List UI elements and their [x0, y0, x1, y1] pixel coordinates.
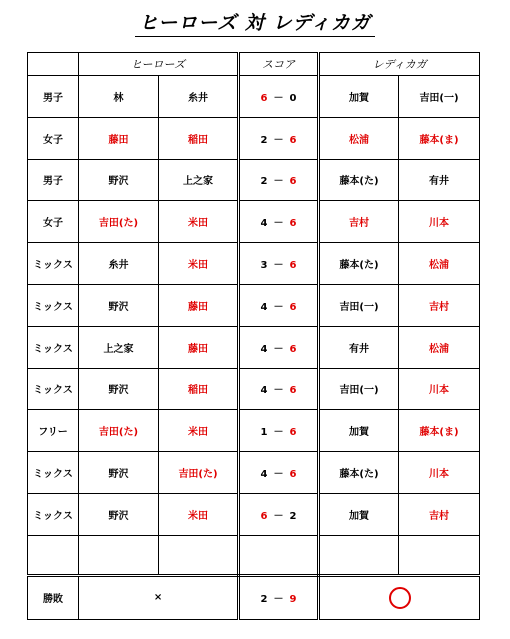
header-team-left: ヒーローズ [79, 53, 239, 76]
right-score: 6 [289, 301, 297, 313]
right-player-1: 藤本(た) [319, 452, 399, 494]
match-row [28, 159, 480, 201]
match-category: ミックス [28, 493, 79, 535]
score-separator: － [273, 594, 284, 606]
right-player-2: 川本 [399, 201, 480, 243]
right-player-2: 藤本(ま) [399, 117, 480, 159]
match-category: ミックス [28, 452, 79, 494]
left-player-2: 米田 [159, 201, 239, 243]
match-category: ミックス [28, 326, 79, 368]
left-score: 2 [260, 134, 268, 146]
match-category: ミックス [28, 284, 79, 326]
left-player-1: 林 [79, 76, 159, 118]
blank-cell [239, 535, 319, 575]
left-player-1: 野沢 [79, 368, 159, 410]
total-row [28, 575, 480, 619]
left-player-2: 米田 [159, 243, 239, 285]
match-row [28, 117, 480, 159]
header-blank [28, 53, 79, 76]
left-score: 2 [260, 176, 268, 188]
left-player-2: 藤田 [159, 326, 239, 368]
right-player-2: 吉村 [399, 493, 480, 535]
match-row [28, 368, 480, 410]
right-score: 6 [289, 176, 297, 188]
total-label: 勝敗 [28, 575, 79, 619]
left-player-1: 吉田(た) [79, 410, 159, 452]
left-player-2: 稲田 [159, 117, 239, 159]
left-score: 1 [260, 427, 268, 439]
blank-cell [28, 535, 79, 575]
score-separator: － [273, 385, 284, 397]
match-category: ミックス [28, 368, 79, 410]
right-player-2: 藤本(ま) [399, 410, 480, 452]
match-category: ミックス [28, 243, 79, 285]
right-score: 6 [289, 260, 297, 272]
match-row [28, 326, 480, 368]
left-score: 6 [260, 92, 268, 104]
right-score: 2 [289, 510, 297, 522]
right-player-2: 吉村 [399, 284, 480, 326]
match-score [239, 159, 319, 201]
header-row [28, 53, 480, 76]
total-score [239, 575, 319, 619]
win-mark [319, 575, 480, 619]
left-score: 6 [260, 510, 268, 522]
score-separator: － [273, 92, 284, 104]
sheet-title [0, 8, 510, 37]
match-row [28, 76, 480, 118]
right-player-1: 有井 [319, 326, 399, 368]
right-player-2: 川本 [399, 452, 480, 494]
left-score: 4 [260, 343, 268, 355]
left-score: 4 [260, 385, 268, 397]
right-score: 6 [289, 134, 297, 146]
right-player-2: 川本 [399, 368, 480, 410]
blank-cell [159, 535, 239, 575]
left-player-2: 上之家 [159, 159, 239, 201]
left-score: 4 [260, 469, 268, 481]
score-separator: － [273, 218, 284, 230]
right-player-1: 藤本(た) [319, 159, 399, 201]
match-score [239, 284, 319, 326]
left-player-1: 上之家 [79, 326, 159, 368]
left-player-2: 吉田(た) [159, 452, 239, 494]
left-player-2: 稲田 [159, 368, 239, 410]
left-player-1: 野沢 [79, 159, 159, 201]
right-player-1: 加賀 [319, 493, 399, 535]
match-category: 女子 [28, 117, 79, 159]
right-score: 0 [289, 92, 297, 104]
match-score [239, 76, 319, 118]
total-right-score: 9 [289, 594, 297, 606]
match-row [28, 410, 480, 452]
left-score: 3 [260, 260, 268, 272]
left-player-1: 糸井 [79, 243, 159, 285]
right-player-2: 松浦 [399, 326, 480, 368]
blank-cell [399, 535, 480, 575]
score-separator: － [273, 427, 284, 439]
match-row [28, 452, 480, 494]
total-left-score: 2 [260, 594, 268, 606]
left-player-1: 野沢 [79, 493, 159, 535]
score-separator: － [273, 510, 284, 522]
blank-row [28, 535, 480, 575]
match-score [239, 117, 319, 159]
score-separator: － [273, 469, 284, 481]
left-player-1: 藤田 [79, 117, 159, 159]
score-separator: － [273, 176, 284, 188]
title-text: ヒーローズ 対 レディカガ [135, 8, 375, 37]
right-score: 6 [289, 343, 297, 355]
score-separator: － [273, 343, 284, 355]
left-player-1: 野沢 [79, 284, 159, 326]
right-player-1: 吉田(一) [319, 368, 399, 410]
score-separator: － [273, 301, 284, 313]
left-score: 4 [260, 301, 268, 313]
right-player-1: 吉田(一) [319, 284, 399, 326]
match-score [239, 243, 319, 285]
right-player-1: 藤本(た) [319, 243, 399, 285]
match-score [239, 326, 319, 368]
header-score: スコア [239, 53, 319, 76]
right-player-1: 加賀 [319, 410, 399, 452]
match-row [28, 493, 480, 535]
right-score: 6 [289, 469, 297, 481]
right-player-2: 吉田(一) [399, 76, 480, 118]
left-player-1: 吉田(た) [79, 201, 159, 243]
lose-mark: × [79, 575, 239, 619]
match-score [239, 410, 319, 452]
left-player-2: 糸井 [159, 76, 239, 118]
score-separator: － [273, 134, 284, 146]
match-score [239, 201, 319, 243]
right-player-1: 加賀 [319, 76, 399, 118]
blank-cell [79, 535, 159, 575]
win-circle-icon [389, 587, 411, 609]
match-category: 男子 [28, 159, 79, 201]
left-player-2: 米田 [159, 493, 239, 535]
match-category: 女子 [28, 201, 79, 243]
match-score [239, 452, 319, 494]
match-category: フリー [28, 410, 79, 452]
left-player-2: 藤田 [159, 284, 239, 326]
right-player-1: 松浦 [319, 117, 399, 159]
right-score: 6 [289, 427, 297, 439]
header-team-right: レディカガ [319, 53, 480, 76]
left-score: 4 [260, 218, 268, 230]
score-table [27, 52, 480, 620]
right-score: 6 [289, 218, 297, 230]
score-separator: － [273, 260, 284, 272]
right-score: 6 [289, 385, 297, 397]
right-player-1: 吉村 [319, 201, 399, 243]
match-row [28, 201, 480, 243]
right-player-2: 有井 [399, 159, 480, 201]
match-row [28, 284, 480, 326]
blank-cell [319, 535, 399, 575]
match-score [239, 368, 319, 410]
match-category: 男子 [28, 76, 79, 118]
left-player-2: 米田 [159, 410, 239, 452]
right-player-2: 松浦 [399, 243, 480, 285]
match-score [239, 493, 319, 535]
left-player-1: 野沢 [79, 452, 159, 494]
match-row [28, 243, 480, 285]
